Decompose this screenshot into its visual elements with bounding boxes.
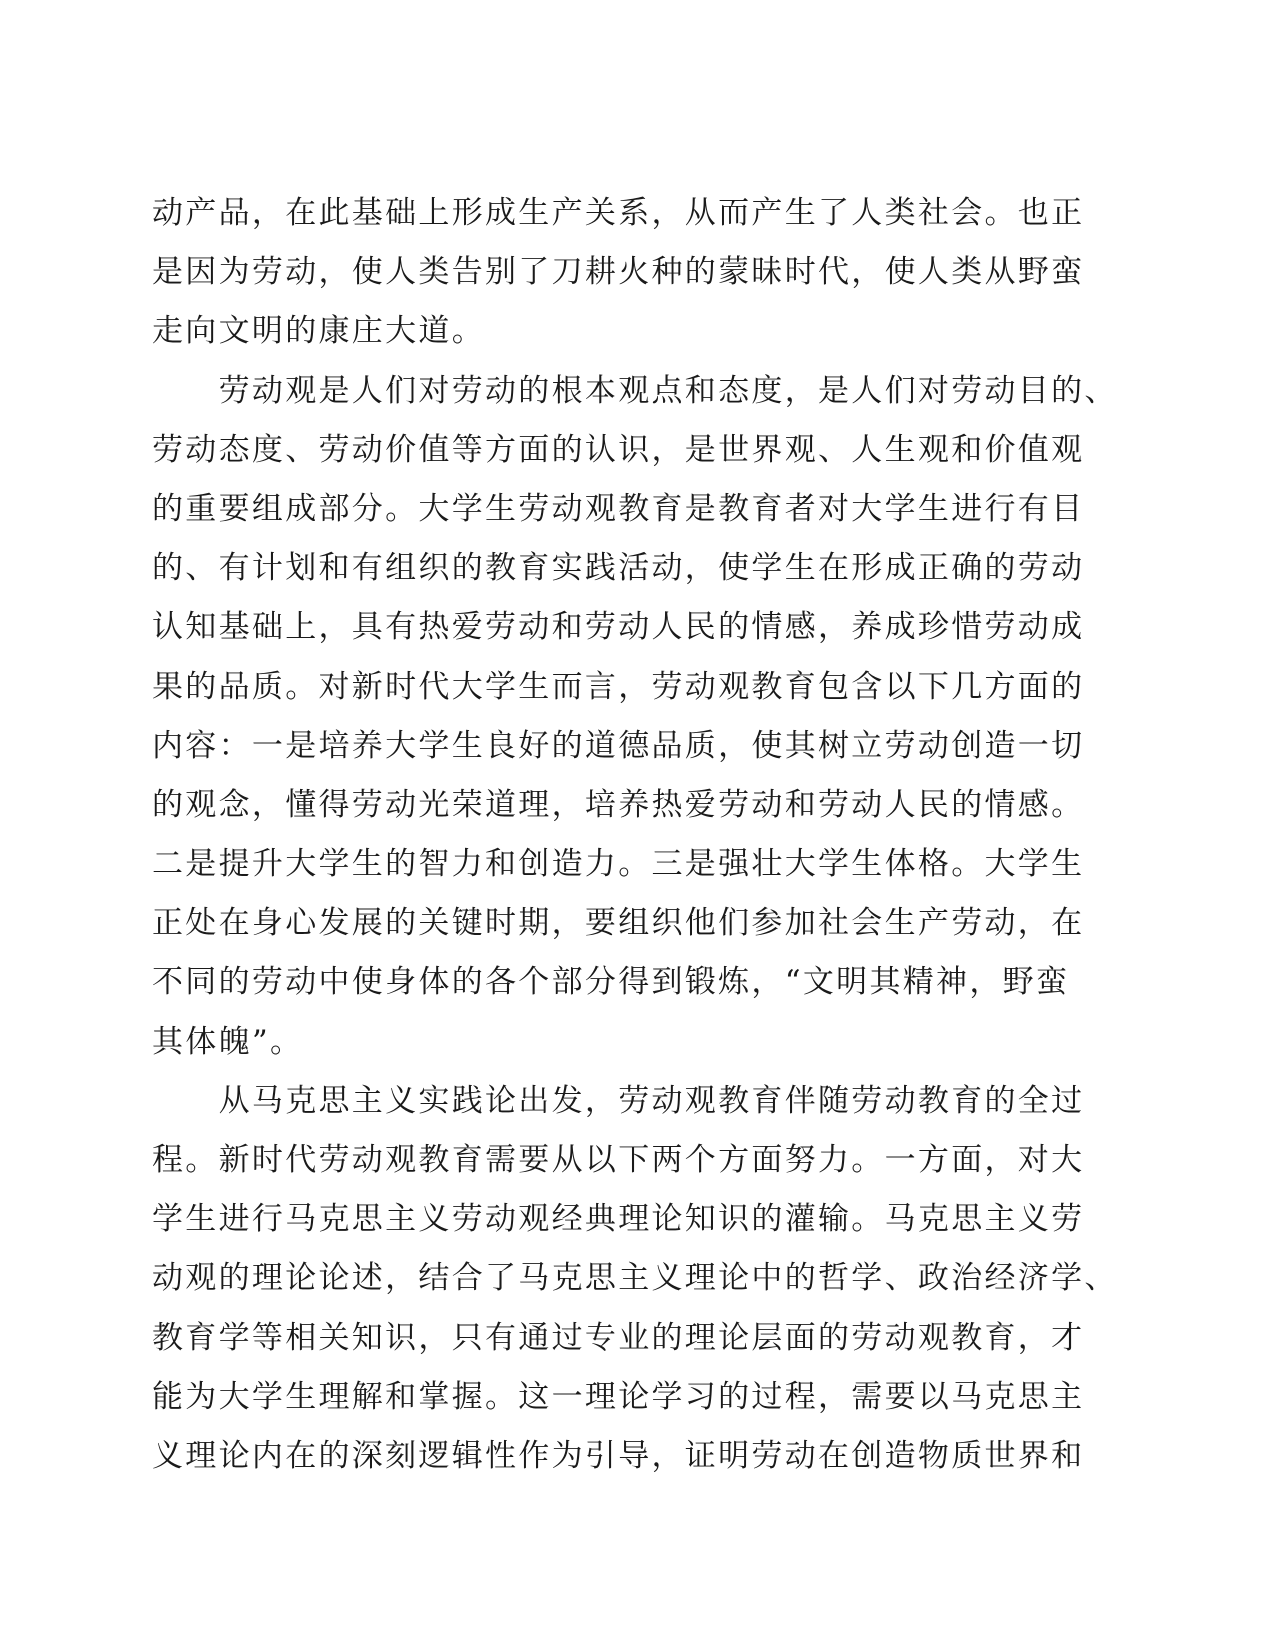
text-line: 正处在身心发展的关键时期，要组织他们参加社会生产劳动，在 [152, 905, 1085, 942]
text-line: 的重要组成部分。大学生劳动观教育是教育者对大学生进行有目 [152, 490, 1085, 527]
text-line: 果的品质。对新时代大学生而言，劳动观教育包含以下几方面的 [152, 668, 1085, 705]
text-line: 程。新时代劳动观教育需要从以下两个方面努力。一方面，对大 [152, 1142, 1085, 1178]
text-line: 学生进行马克思主义劳动观经典理论知识的灌输。马克思主义劳 [152, 1201, 1085, 1238]
text-line: 二是提升大学生的智力和创造力。三是强壮大学生体格。大学生 [152, 846, 1085, 883]
body-text [152, 184, 1118, 1486]
text-line: 不同的劳动中使身体的各个部分得到锻炼，“文明其精神，野蛮 [152, 964, 1070, 1001]
text-line: 动产品，在此基础上形成生产关系，从而产生了人类社会。也正 [152, 195, 1085, 231]
text-line: 动观的理论论述，结合了马克思主义理论中的哲学、政治经济学、 [152, 1260, 1118, 1297]
text-line: 的观念，懂得劳动光荣道理，培养热爱劳动和劳动人民的情感。 [152, 786, 1085, 823]
paragraph-first-line: 从马克思主义实践论出发，劳动观教育伴随劳动教育的全过 [152, 1082, 1085, 1119]
text-line: 教育学等相关知识，只有通过专业的理论层面的劳动观教育，才 [152, 1319, 1085, 1356]
text-line: 认知基础上，具有热爱劳动和劳动人民的情感，养成珍惜劳动成 [152, 609, 1085, 646]
text-line: 走向文明的康庄大道。 [152, 313, 485, 350]
text-line: 能为大学生理解和掌握。这一理论学习的过程，需要以马克思主 [152, 1378, 1085, 1415]
text-line: 其体魄”。 [152, 1023, 304, 1060]
text-line: 是因为劳动，使人类告别了刀耕火种的蒙昧时代，使人类从野蛮 [152, 254, 1085, 291]
paragraph-first-line: 劳动观是人们对劳动的根本观点和态度，是人们对劳动目的、 [152, 372, 1118, 409]
text-line: 劳动态度、劳动价值等方面的认识，是世界观、人生观和价值观 [152, 431, 1085, 468]
text-line: 的、有计划和有组织的教育实践活动，使学生在形成正确的劳动 [152, 550, 1085, 587]
text-line: 内容：一是培养大学生良好的道德品质，使其树立劳动创造一切 [152, 727, 1085, 764]
text-line: 义理论内在的深刻逻辑性作为引导，证明劳动在创造物质世界和 [152, 1437, 1085, 1474]
